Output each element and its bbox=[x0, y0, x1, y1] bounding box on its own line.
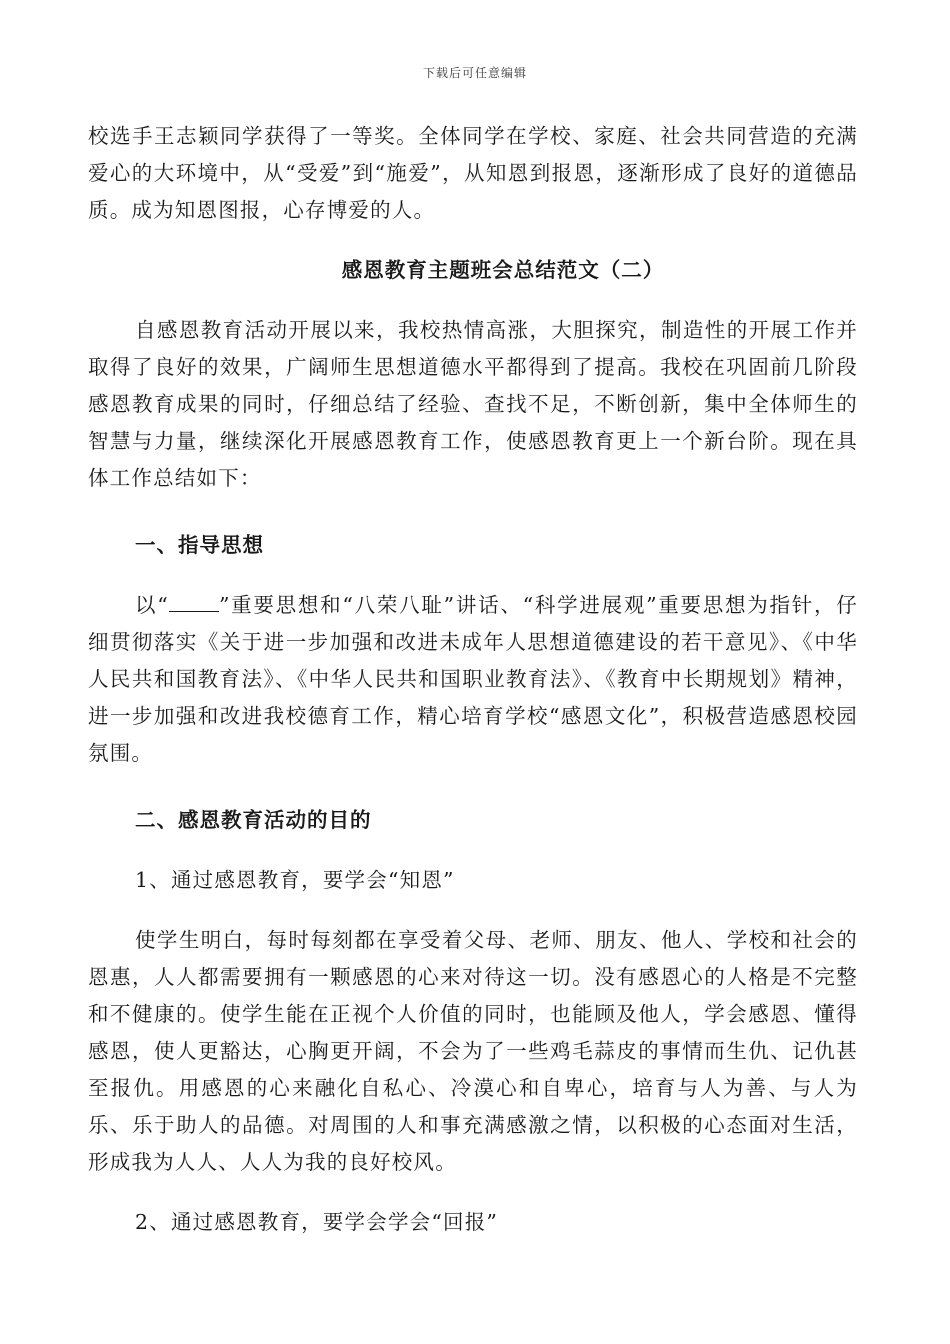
section-heading-purpose: 二、感恩教育活动的目的 bbox=[135, 808, 372, 832]
opening-paragraph: 自感恩教育活动开展以来，我校热情高涨，大胆探究，制造性的开展工作并取得了良好的效果，广阔师生思想道德水平都得到了提高。我校在巩固前几阶段感恩教育成果的同时，仔细总结了经验、查找不足，不断创新，集中全体师生的智慧与力量，继续深化开展感恩教育工作，使感恩教育更上一个新台阶。现在具体工作总结如下： bbox=[88, 318, 858, 490]
purpose-item-2-title: 2、通过感恩教育，要学会学会“回报” bbox=[135, 1210, 499, 1234]
header-note: 下载后可任意编辑 bbox=[422, 66, 527, 80]
guiding-ideology-paragraph bbox=[88, 587, 858, 772]
document-title: 感恩教育主题班会总结范文（二） bbox=[341, 258, 665, 282]
intro-paragraph: 校选手王志颖同学获得了一等奖。全体同学在学校、家庭、社会共同营造的充满爱心的大环境中，从“受爱”到“施爱”，从知恩到报恩，逐渐形成了良好的道德品质。成为知恩图报，心存博爱的人。 bbox=[88, 124, 858, 222]
purpose-item-1-title: 1、通过感恩教育，要学会“知恩” bbox=[135, 868, 455, 892]
guiding-text-rest: ”重要思想和“八荣八耻”讲话、“科学进展观”重要思想为指针，仔细贯彻落实《关于进一步加强和改进未成年人思想道德建设的若干意见》、《中华人民共和国教育法》、《中华人民共和国职业教育法》、《教育中长期规划》精神，进一步加强和改进我校德育工作，精心培育学校“感恩文化”，积极营造感恩校园氛围。 bbox=[88, 593, 858, 765]
section-heading-guiding-ideology: 一、指导思想 bbox=[135, 533, 264, 557]
blank-underline bbox=[169, 593, 219, 612]
purpose-item-1-paragraph: 使学生明白，每时每刻都在享受着父母、老师、朋友、他人、学校和社会的恩惠，人人都需要拥有一颗感恩的心来对待这一切。没有感恩心的人格是不完整和不健康的。使学生能在正视个人价值的同时，也能顾及他人，学会感恩、懂得感恩，使人更豁达，心胸更开阔，不会为了一些鸡毛蒜皮的事情而生仇、记仇甚至报仇。用感恩的心来融化自私心、冷漠心和自卑心，培育与人为善、与人为乐、乐于助人的品德。对周围的人和事充满感激之情，以积极的心态面对生活，形成我为人人、人人为我的良好校风。 bbox=[88, 928, 858, 1174]
guiding-text-start: 以“ bbox=[135, 593, 169, 617]
document-body bbox=[88, 118, 858, 1241]
